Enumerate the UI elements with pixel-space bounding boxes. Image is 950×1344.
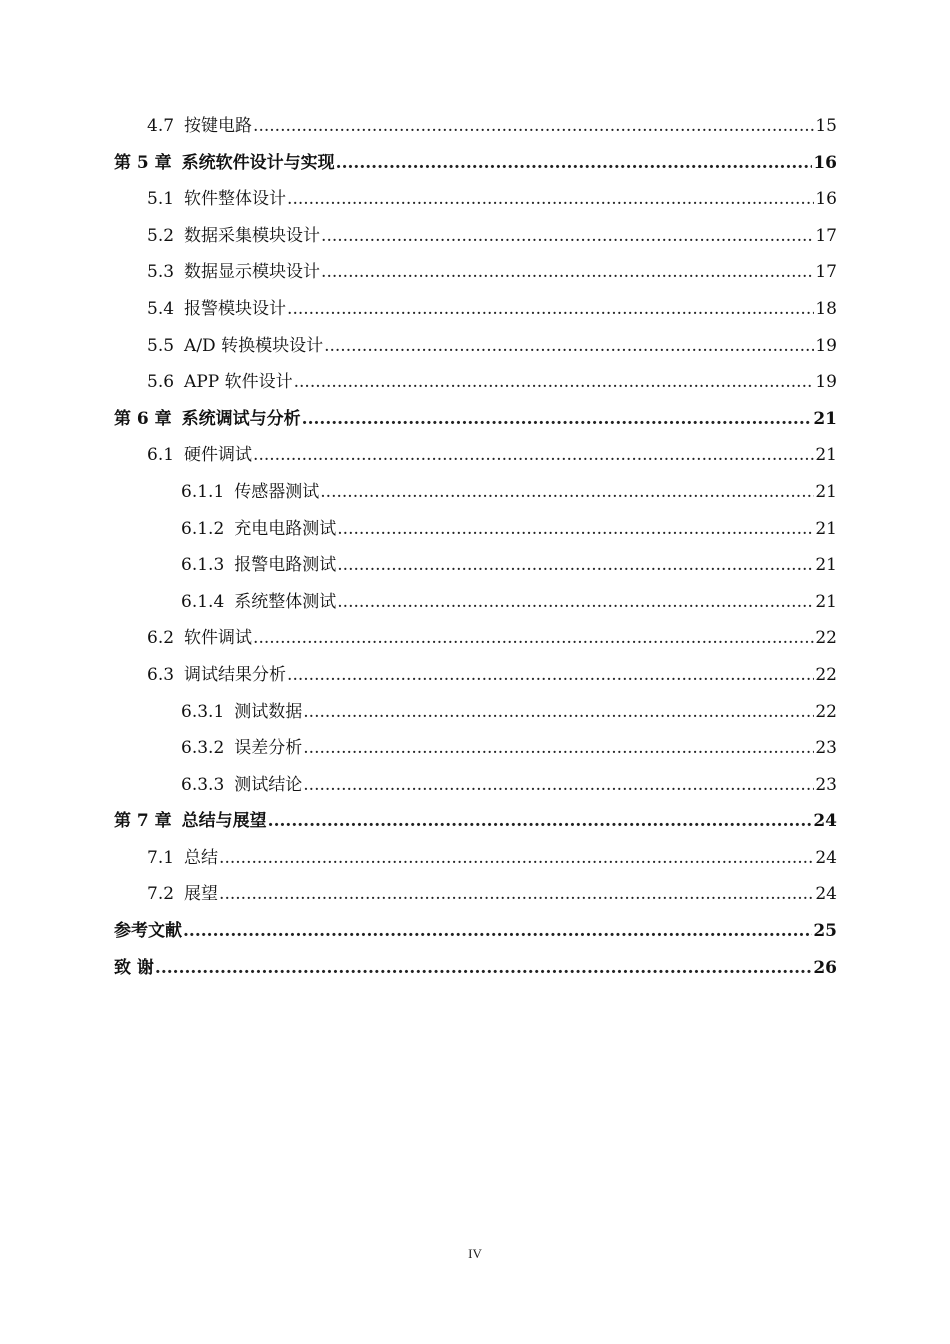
toc-entry-number: 6.3.3 — [181, 774, 225, 795]
toc-entry-title: 数据采集模块设计 — [184, 225, 321, 246]
toc-entry-number: 6.1.3 — [181, 555, 225, 576]
toc-entry-title: 系统调试与分析 — [181, 408, 301, 429]
toc-entry-number: 5.2 — [147, 225, 175, 246]
toc-dot-leader — [303, 730, 814, 767]
toc-entry-page: 17 — [815, 225, 837, 246]
toc-entry-title: A/D 转换模块设计 — [184, 335, 324, 356]
toc-dot-leader — [253, 437, 814, 474]
toc-entry[interactable] — [114, 108, 837, 145]
toc-entry-page: 15 — [815, 116, 837, 136]
toc-entry-title: 测试数据 — [234, 701, 303, 722]
toc-entry[interactable] — [114, 437, 837, 474]
toc-dot-leader — [183, 913, 812, 950]
toc-entry[interactable] — [114, 547, 837, 584]
toc-entry-number: 7.1 — [147, 847, 175, 868]
toc-entry-page: 24 — [813, 811, 837, 832]
toc-entry-page: 21 — [815, 518, 837, 539]
toc-entry[interactable] — [114, 730, 837, 767]
toc-entry-page: 22 — [815, 628, 837, 649]
toc-entry[interactable] — [114, 694, 837, 731]
toc-entry[interactable] — [114, 950, 837, 987]
toc-entry-title: 致 谢 — [114, 957, 154, 978]
table-of-contents — [114, 108, 837, 986]
toc-entry-title: 报警模块设计 — [184, 298, 287, 319]
toc-entry-number: 6.1.4 — [181, 591, 225, 612]
toc-entry[interactable] — [114, 620, 837, 657]
toc-entry-title: 调试结果分析 — [184, 664, 287, 685]
toc-entry-title: 总结与展望 — [181, 811, 267, 832]
toc-entry-number: 6.1.1 — [181, 481, 225, 502]
toc-entry-number: 6.3.2 — [181, 738, 225, 759]
toc-entry-page: 24 — [815, 884, 837, 905]
toc-entry-title: 系统整体测试 — [234, 591, 337, 612]
toc-entry-page: 19 — [815, 335, 837, 356]
toc-entry-number: 第 7 章 — [114, 811, 172, 832]
toc-entry-number: 5.3 — [147, 262, 175, 283]
toc-dot-leader — [321, 254, 814, 291]
toc-dot-leader — [219, 840, 814, 877]
toc-entry-title: 系统软件设计与实现 — [181, 152, 335, 173]
toc-dot-leader — [303, 767, 814, 804]
toc-entry-page: 22 — [815, 664, 837, 685]
toc-entry[interactable] — [114, 657, 837, 694]
toc-entry-title: 充电电路测试 — [234, 518, 337, 539]
toc-entry-title: 总结 — [184, 847, 219, 868]
toc-entry-number: 5.4 — [147, 298, 175, 319]
toc-entry-number: 第 5 章 — [114, 152, 172, 173]
toc-entry-page: 22 — [815, 701, 837, 722]
toc-entry[interactable] — [114, 767, 837, 804]
toc-entry-page: 26 — [813, 957, 837, 978]
toc-entry[interactable] — [114, 840, 837, 877]
toc-entry[interactable] — [114, 145, 837, 182]
toc-dot-leader — [294, 364, 815, 401]
toc-dot-leader — [337, 584, 814, 621]
toc-dot-leader — [155, 950, 812, 987]
page-number: IV — [468, 1246, 482, 1261]
toc-entry-title: 按键电路 — [184, 116, 253, 136]
toc-entry[interactable] — [114, 218, 837, 255]
toc-entry-number: 6.3.1 — [181, 701, 225, 722]
toc-entry-number: 第 6 章 — [114, 408, 172, 429]
toc-dot-leader — [219, 876, 814, 913]
toc-entry-number: 6.2 — [147, 628, 175, 649]
toc-entry-number: 6.3 — [147, 664, 175, 685]
toc-entry-page: 17 — [815, 262, 837, 283]
toc-entry-page: 23 — [815, 738, 837, 759]
toc-dot-leader — [253, 620, 814, 657]
toc-entry-page: 21 — [815, 445, 837, 466]
toc-entry-title: 硬件调试 — [184, 445, 253, 466]
toc-entry-number: 5.5 — [147, 335, 175, 356]
toc-entry[interactable] — [114, 913, 837, 950]
toc-entry-title: 测试结论 — [234, 774, 303, 795]
toc-entry-title: 传感器测试 — [234, 481, 320, 502]
toc-entry[interactable] — [114, 876, 837, 913]
toc-entry-page: 21 — [815, 555, 837, 576]
toc-entry-page: 25 — [813, 921, 837, 942]
toc-entry-number: 5.6 — [147, 372, 175, 393]
toc-dot-leader — [337, 511, 814, 548]
toc-dot-leader — [268, 803, 813, 840]
toc-entry-title: 软件整体设计 — [184, 189, 287, 210]
toc-dot-leader — [336, 145, 813, 182]
toc-entry-title: 数据显示模块设计 — [184, 262, 321, 283]
toc-dot-leader — [287, 291, 814, 328]
toc-entry-title: 参考文献 — [114, 921, 182, 942]
toc-entry-page: 23 — [815, 774, 837, 795]
toc-entry-page: 21 — [815, 481, 837, 502]
toc-entry-page: 24 — [815, 847, 837, 868]
toc-dot-leader — [287, 657, 814, 694]
toc-entry-page: 21 — [815, 591, 837, 612]
toc-entry[interactable] — [114, 803, 837, 840]
toc-entry-page: 16 — [815, 189, 837, 210]
toc-entry[interactable] — [114, 181, 837, 218]
toc-entry-page: 18 — [815, 298, 837, 319]
toc-dot-leader — [287, 181, 814, 218]
toc-entry-number: 6.1 — [147, 445, 175, 466]
toc-entry-title: 误差分析 — [234, 738, 303, 759]
toc-entry-number: 5.1 — [147, 189, 175, 210]
toc-entry[interactable] — [114, 254, 837, 291]
toc-entry[interactable] — [114, 328, 837, 365]
toc-entry-title: APP 软件设计 — [184, 372, 293, 393]
toc-dot-leader — [302, 401, 813, 438]
toc-entry[interactable] — [114, 364, 837, 401]
toc-dot-leader — [303, 694, 814, 731]
toc-entry-page: 19 — [815, 372, 837, 393]
toc-entry-page: 16 — [813, 152, 837, 173]
toc-entry[interactable] — [114, 584, 837, 621]
toc-entry-number: 7.2 — [147, 884, 175, 905]
toc-dot-leader — [324, 328, 814, 365]
toc-entry-title: 报警电路测试 — [234, 555, 337, 576]
toc-dot-leader — [337, 547, 814, 584]
toc-dot-leader — [253, 108, 814, 145]
toc-dot-leader — [321, 218, 814, 255]
toc-entry-number: 6.1.2 — [181, 518, 225, 539]
toc-entry-title: 软件调试 — [184, 628, 253, 649]
toc-entry[interactable] — [114, 291, 837, 328]
toc-entry-title: 展望 — [184, 884, 219, 905]
toc-entry[interactable] — [114, 474, 837, 511]
toc-dot-leader — [320, 474, 814, 511]
toc-entry-page: 21 — [813, 408, 837, 429]
toc-entry-number: 4.7 — [147, 116, 175, 136]
toc-entry[interactable] — [114, 511, 837, 548]
toc-entry[interactable] — [114, 401, 837, 438]
